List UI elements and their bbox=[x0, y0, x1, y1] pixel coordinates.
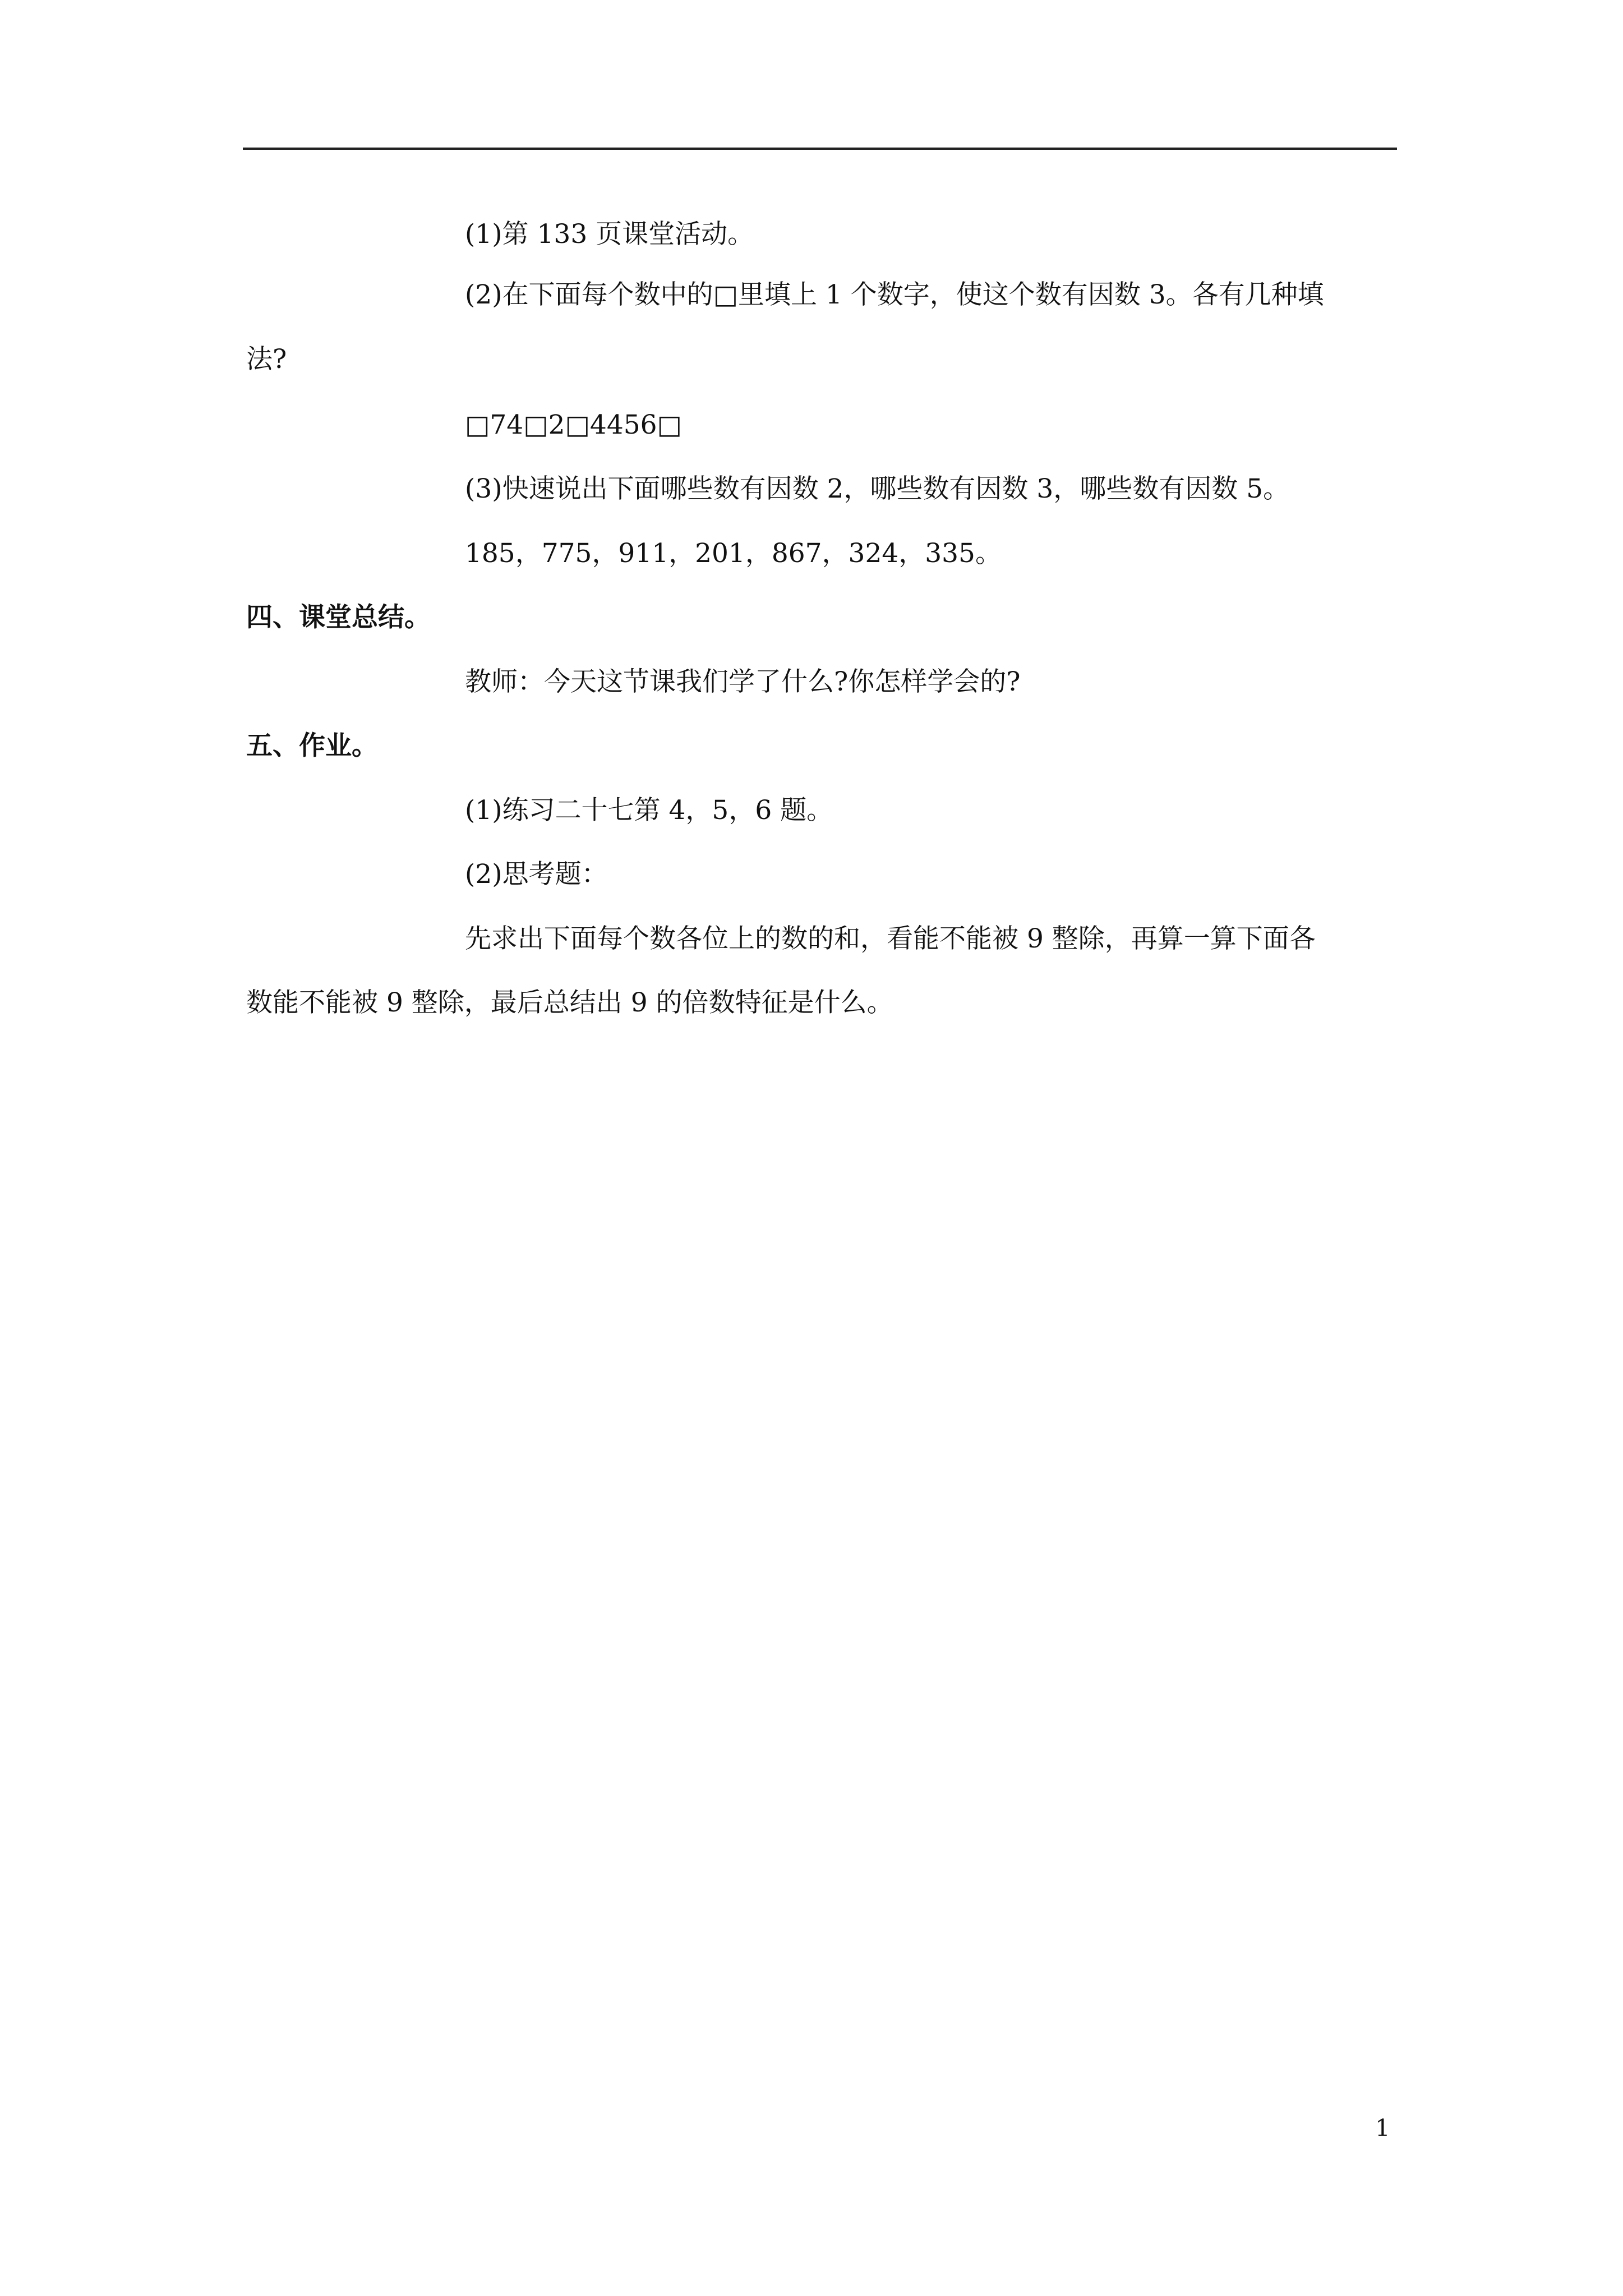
teacher-question: 教师：今天这节课我们学了什么?你怎样学会的? bbox=[465, 666, 1021, 697]
activity-item-2-continued: 法? bbox=[246, 344, 287, 375]
homework-item-1: (1)练习二十七第 4，5，6 题。 bbox=[465, 795, 833, 826]
activity-item-3: (3)快速说出下面哪些数有因数 2，哪些数有因数 3，哪些数有因数 5。 bbox=[465, 473, 1290, 504]
thinking-question: 先求出下面每个数各位上的数的和，看能不能被 9 整除，再算一算下面各 bbox=[465, 923, 1316, 954]
activity-item-1: (1)第 133 页课堂活动。 bbox=[465, 219, 754, 250]
fill-in-numbers: □74□2□4456□ bbox=[465, 409, 682, 440]
homework-item-2: (2)思考题： bbox=[465, 859, 608, 890]
number-list: 185，775，911，201，867，324，335。 bbox=[465, 538, 1002, 569]
thinking-question-continued: 数能不能被 9 整除，最后总结出 9 的倍数特征是什么。 bbox=[246, 987, 893, 1018]
header-rule bbox=[243, 148, 1397, 150]
section-heading-homework: 五、作业。 bbox=[246, 730, 378, 761]
page-number: 1 bbox=[1375, 2114, 1390, 2142]
activity-item-2: (2)在下面每个数中的□里填上 1 个数字，使这个数有因数 3。各有几种填 bbox=[465, 279, 1324, 310]
section-heading-summary: 四、课堂总结。 bbox=[246, 602, 431, 633]
